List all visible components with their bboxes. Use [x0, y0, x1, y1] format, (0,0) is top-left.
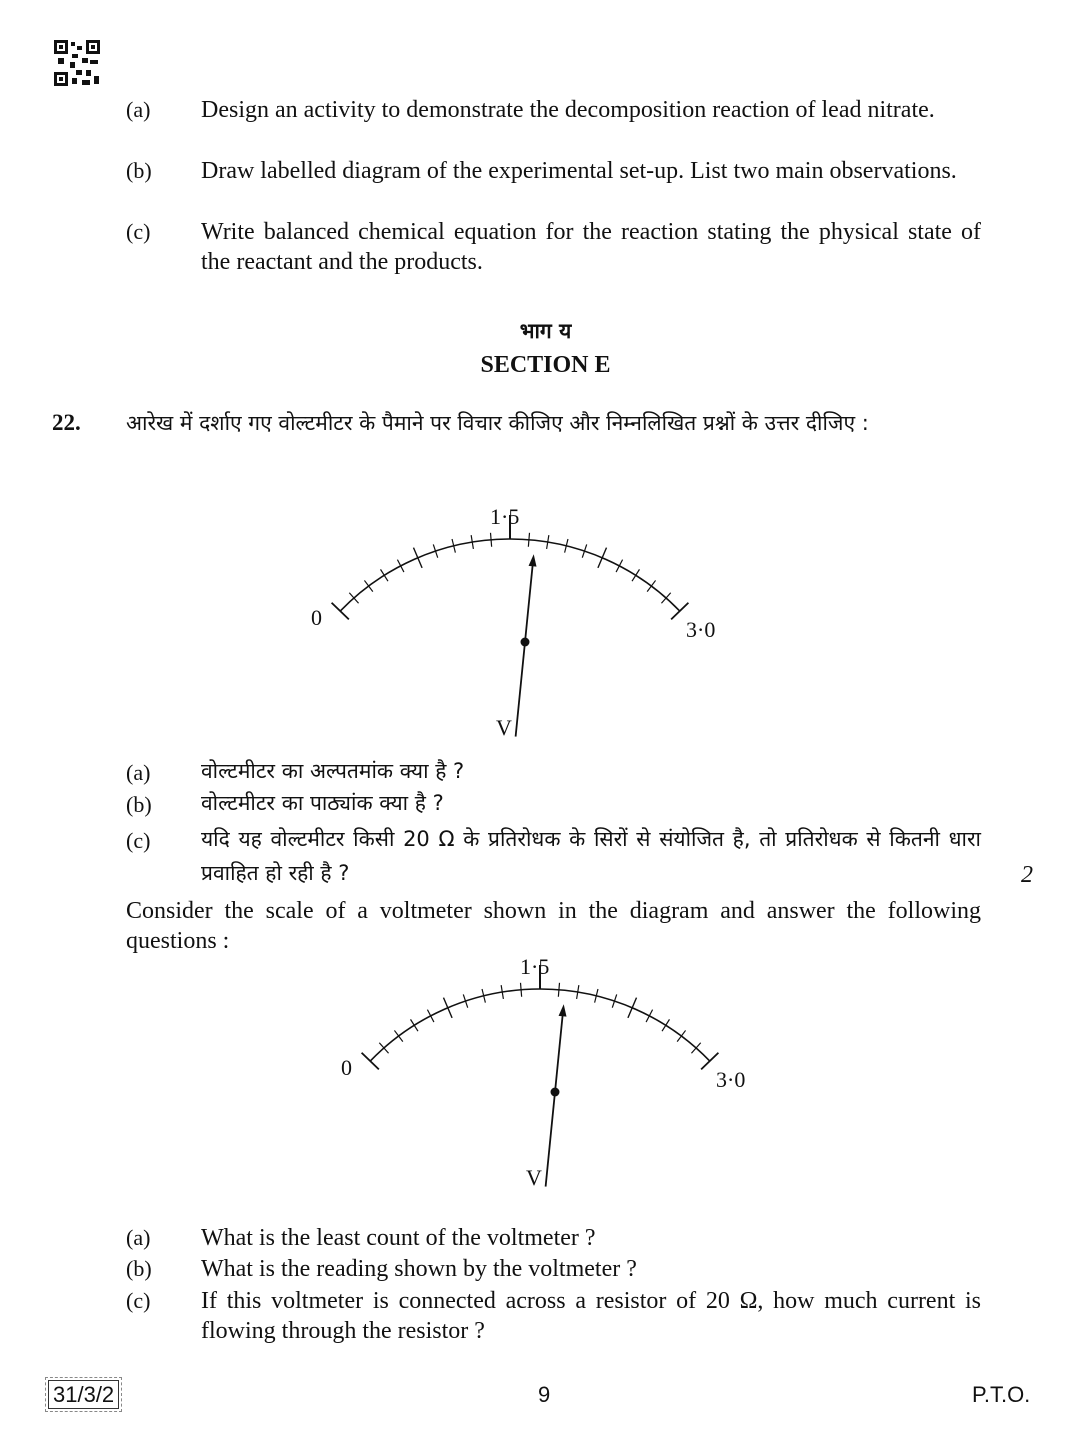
qr-code: [54, 40, 100, 86]
scale-label-min: 0: [341, 1055, 352, 1080]
item-label: (c): [126, 219, 151, 244]
paper-code: [48, 1382, 119, 1408]
item-text: What is the reading shown by the voltmeter ?: [201, 1256, 637, 1282]
section-title: SECTION E: [480, 352, 611, 378]
item-label: (b): [126, 1256, 152, 1281]
voltmeter-diagram-english: [320, 945, 780, 1195]
scale-label-max: 3·0: [716, 1067, 746, 1092]
scale-arc: [370, 989, 710, 1061]
pointer-pivot: [521, 638, 530, 647]
item-label: (a): [126, 760, 151, 785]
question-hindi-stem: आरेख में दर्शाए गए वोल्टमीटर के पैमाने पर विचार कीजिए और निम्नलिखित प्रश्नों के उत्तर दीजिए :: [126, 411, 869, 435]
voltmeter-diagram-hindi: [290, 495, 750, 745]
item-label: (b): [126, 158, 152, 183]
scale-label-mid: 1·5: [490, 504, 520, 529]
item-label: (a): [126, 97, 151, 122]
unit-label: V: [526, 1165, 542, 1190]
pointer-needle: [516, 562, 533, 736]
unit-label: V: [496, 715, 512, 740]
item-text: If this voltmeter is connected across a resistor of 20 Ω, how much current is flowing through the resistor ?: [201, 1288, 981, 1344]
pto-label: P.T.O.: [972, 1382, 1031, 1407]
item-text: Write balanced chemical equation for the reaction stating the physical state of the reactant and the products.: [201, 219, 981, 275]
paper-code-box: 31/3/2: [48, 1380, 119, 1409]
pointer-needle: [546, 1012, 563, 1186]
item-text: Draw labelled diagram of the experimental set-up. List two main observations.: [201, 158, 957, 184]
marks: 2: [1021, 862, 1033, 888]
scale-ticks: [362, 965, 719, 1069]
scale-label-max: 3·0: [686, 617, 716, 642]
item-label: (c): [126, 828, 151, 853]
scale-ticks: [332, 515, 689, 619]
scale-arc: [340, 539, 680, 611]
item-text: यदि यह वोल्टमीटर किसी 20 Ω के प्रतिरोधक के सिरों से संयोजित है, तो प्रतिरोधक से कितनी धारा प्रवाहित हो रही है ?: [201, 827, 981, 885]
section-hindi-title: भाग य: [519, 319, 572, 343]
question-number: 22.: [52, 410, 81, 435]
item-text: Design an activity to demonstrate the decomposition reaction of lead nitrate.: [201, 97, 935, 123]
pointer-arrowhead: [529, 554, 537, 566]
item-label: (c): [126, 1288, 151, 1313]
item-text: वोल्टमीटर का पाठ्यांक क्या है ?: [201, 791, 444, 815]
scale-label-mid: 1·5: [520, 954, 550, 979]
pointer-pivot: [551, 1088, 560, 1097]
item-text: What is the least count of the voltmeter ?: [201, 1225, 596, 1251]
question-english-stem: Consider the scale of a voltmeter shown in the diagram and answer the following questions :: [126, 898, 981, 954]
item-label: (b): [126, 792, 152, 817]
scale-label-min: 0: [311, 605, 322, 630]
page-number: 9: [538, 1382, 551, 1407]
pointer-arrowhead: [559, 1004, 567, 1016]
item-label: (a): [126, 1225, 151, 1250]
item-text: वोल्टमीटर का अल्पतमांक क्या है ?: [201, 759, 465, 783]
